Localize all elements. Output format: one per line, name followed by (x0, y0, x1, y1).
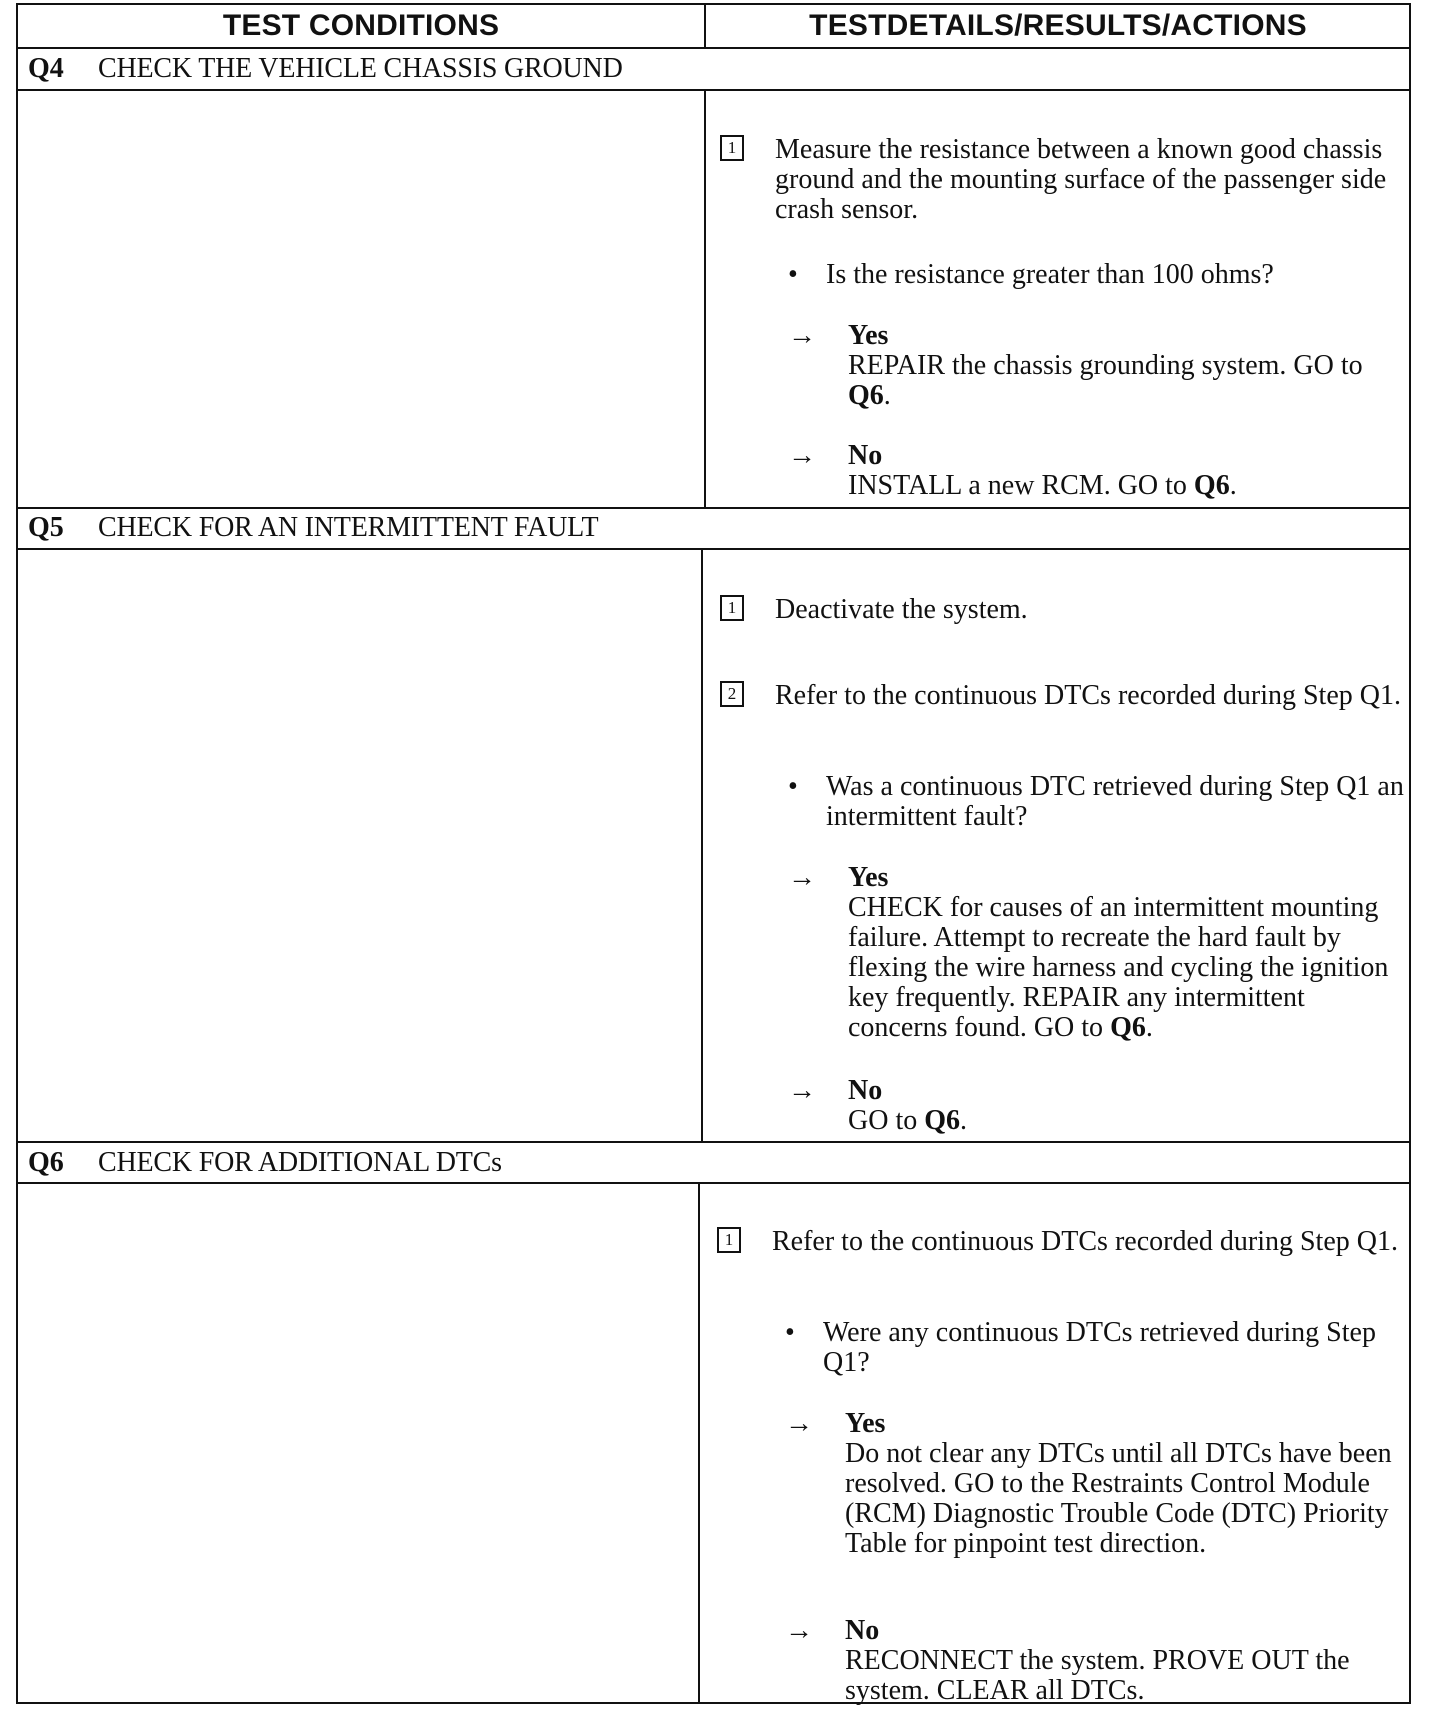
result-label: No (848, 440, 883, 471)
step-number-box: 2 (720, 681, 744, 707)
result-text: GO to Q6. (848, 1105, 968, 1136)
header-divider (704, 5, 706, 47)
result-label: Yes (845, 1408, 886, 1439)
reference: Q6 (924, 1105, 961, 1136)
step-text: Refer to the continuous DTCs recorded during Step Q1. (772, 1226, 1398, 1257)
section-q4-title-row (18, 49, 1409, 89)
bullet-icon: • (788, 259, 798, 290)
column-divider (701, 548, 703, 1141)
result-text: RECONNECT the system. PROVE OUT the system. CLEAR all DTCs. (845, 1645, 1350, 1706)
section-number: Q5 (28, 512, 64, 543)
column-divider (698, 1182, 700, 1704)
step-text: Deactivate the system. (775, 594, 1028, 625)
result-yes (788, 321, 1418, 411)
arrow-icon: → (788, 1075, 816, 1106)
result-text: Do not clear any DTCs until all DTCs have been resolved. GO to the Restraints Control Module (RCM) Diagnostic Trouble Code (DTC) Priority Table for pinpoint test direction. (845, 1438, 1392, 1559)
result-no (788, 441, 1418, 501)
bullet-icon: • (785, 1317, 795, 1348)
question-text: Is the resistance greater than 100 ohms? (826, 259, 1274, 290)
arrow-icon: → (788, 862, 816, 893)
section-title: CHECK THE VEHICLE CHASSIS GROUND (98, 53, 623, 84)
column-divider (704, 89, 706, 507)
result-text: INSTALL a new RCM. GO to Q6. (848, 470, 1237, 501)
result-text: REPAIR the chassis grounding system. GO to Q6. (848, 350, 1363, 411)
section-number: Q4 (28, 53, 64, 84)
section-title: CHECK FOR AN INTERMITTENT FAULT (98, 512, 599, 543)
reference: Q6 (1110, 1012, 1146, 1043)
result-label: No (848, 1075, 883, 1106)
step-number-box: 1 (720, 595, 744, 621)
result-yes (785, 1409, 1415, 1599)
question-text: Were any continuous DTCs retrieved during Step Q1? (823, 1317, 1376, 1378)
step-number-box: 1 (720, 135, 744, 161)
result-no (788, 1076, 1418, 1136)
header-test-details: TESTDETAILS/RESULTS/ACTIONS (809, 9, 1307, 42)
result-label: Yes (848, 862, 889, 893)
step-number-box: 1 (717, 1227, 741, 1253)
section-q5-title-row (18, 508, 1409, 548)
result-no (785, 1616, 1415, 1706)
rule (18, 548, 1409, 550)
header-test-conditions: TEST CONDITIONS (222, 9, 500, 42)
reference: Q6 (848, 380, 884, 411)
arrow-icon: → (788, 320, 816, 351)
section-number: Q6 (28, 1147, 64, 1178)
result-text: CHECK for causes of an intermittent mounting failure. Attempt to recreate the hard fault by flexing the wire harness and cycling the ignition key frequently. REPAIR any intermittent concerns found. GO to Q6. (848, 892, 1389, 1043)
section-q6-title-row (18, 1143, 1409, 1183)
reference: Q6 (1193, 470, 1230, 501)
arrow-icon: → (788, 440, 816, 471)
result-yes (788, 863, 1418, 1053)
result-label: No (845, 1615, 880, 1646)
arrow-icon: → (785, 1408, 813, 1439)
arrow-icon: → (785, 1615, 813, 1646)
diagnostic-table (16, 3, 1411, 1704)
result-label: Yes (848, 320, 889, 351)
step-text: Refer to the continuous DTCs recorded during Step Q1. (775, 680, 1401, 711)
bullet-icon: • (788, 771, 798, 802)
question-text: Was a continuous DTC retrieved during Step Q1 an intermittent fault? (826, 771, 1404, 832)
section-title: CHECK FOR ADDITIONAL DTCs (98, 1147, 502, 1178)
rule (18, 1182, 1409, 1184)
step-text: Measure the resistance between a known good chassis ground and the mounting surface of the passenger side crash sensor. (775, 134, 1387, 225)
rule (18, 89, 1409, 91)
